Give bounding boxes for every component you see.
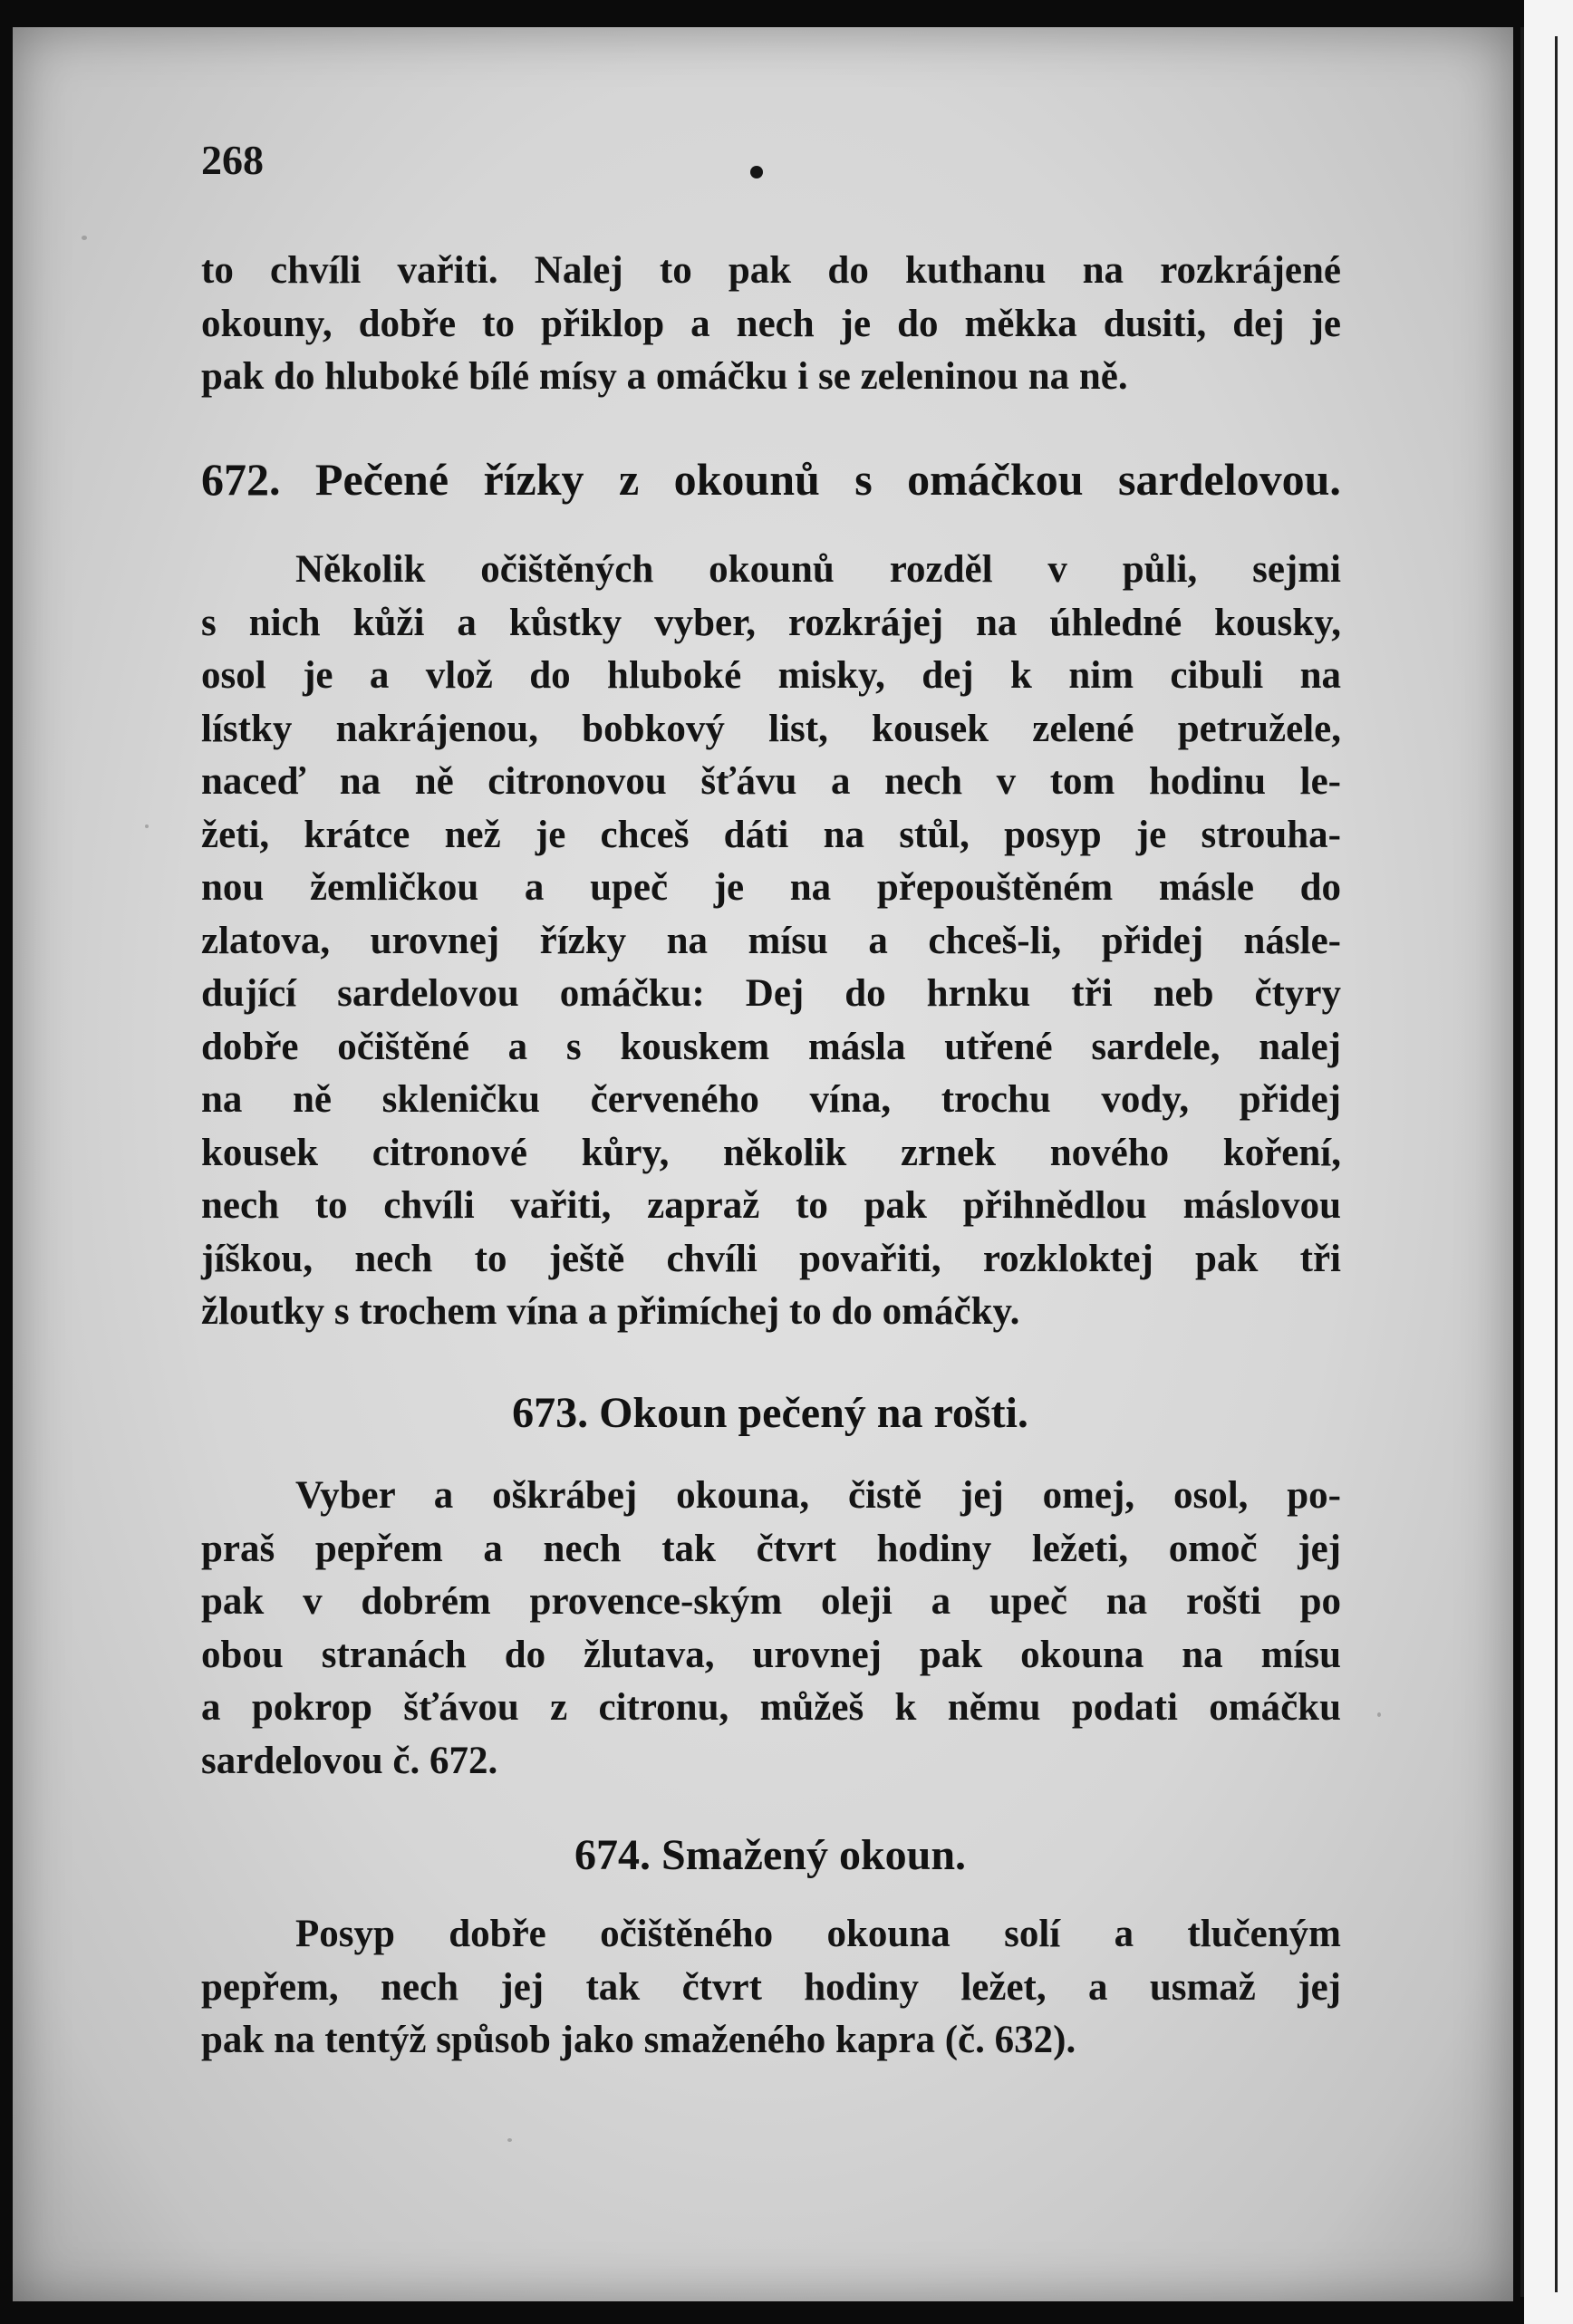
recipe-674-body (201, 1908, 1341, 2068)
text-line: obou stranách do žlutava, urovnej pak okouna na mísu (201, 1633, 1341, 1676)
text-line: osol je a vlož do hluboké misky, dej k nim cibuli na (201, 654, 1341, 697)
text-line: pak na tentýž spůsob jako smaženého kapra (č. 632). (201, 2019, 1076, 2061)
heading-word: s (854, 454, 873, 505)
text-line: pak do hluboké bílé mísy a omáčku i se zeleninou na ně. (201, 355, 1128, 398)
recipe-673-heading: 673. Okoun pečený na rošti. (512, 1389, 1028, 1437)
heading-word: řízky (483, 454, 584, 505)
continuation-paragraph (201, 245, 1341, 404)
scan-speck (1377, 1712, 1381, 1717)
recipe-672-body (201, 544, 1341, 1339)
text-line: s nich kůži a kůstky vyber, rozkrájej na úhledné kousky, (201, 601, 1341, 644)
scan-speck (82, 236, 87, 240)
text-line: nech to chvíli vařiti, zapraž to pak přihnědlou máslovou (201, 1184, 1341, 1227)
header-dot (750, 166, 763, 178)
text-line: okouny, dobře to přiklop a nech je do měkka dusiti, dej je (201, 302, 1341, 345)
text-line: sardelovou č. 672. (201, 1739, 498, 1782)
text-line: dobře očištěné a s kouskem másla utřené sardele, nalej (201, 1025, 1341, 1068)
right-margin-strip (1524, 0, 1573, 2324)
text-line: jíškou, nech to ještě chvíli povařiti, rozkloktej pak tři (201, 1237, 1341, 1280)
text-line: pepřem, nech jej tak čtvrt hodiny ležet, a usmaž jej (201, 1965, 1341, 2009)
text-line: na ně skleničku červeného vína, trochu vody, přidej (201, 1078, 1341, 1121)
text-line: pak v dobrém provence-ským oleji a upeč na rošti po (201, 1580, 1341, 1623)
text-line: praš pepřem a nech tak čtvrt hodiny ležeti, omoč jej (201, 1527, 1341, 1570)
heading-word: Pečené (314, 454, 449, 505)
text-line: kousek citronové kůry, několik zrnek nového koření, (201, 1131, 1341, 1174)
text-line: žeti, krátce než je chceš dáti na stůl, posyp je strouha- (201, 813, 1341, 856)
text-line: lístky nakrájenou, bobkový list, kousek zelené petružele, (201, 707, 1341, 750)
scan-speck (507, 2138, 512, 2142)
text-line: Vyber a oškrábej okouna, čistě jej omej, osol, po- (295, 1474, 1341, 1517)
text-line: Posyp dobře očištěného okouna solí a tlučeným (295, 1913, 1341, 1955)
recipe-number: 672. (201, 454, 281, 505)
recipe-673-body (201, 1470, 1341, 1788)
text-line: to chvíli vařiti. Nalej to pak do kuthanu na rozkrájené (201, 249, 1341, 292)
text-line: naceď na ně citronovou šťávu a nech v tom hodinu le- (201, 760, 1341, 803)
text-line: a pokrop šťávou z citronu, můžeš k němu podati omáčku (201, 1686, 1341, 1729)
text-line: žloutky s trochem vína a přimíchej to do omáčky. (201, 1290, 1020, 1333)
text-line: zlatova, urovnej řízky na mísu a chceš-li, přidej násle- (201, 919, 1341, 962)
heading-word: omáčkou (907, 454, 1084, 505)
scan-speck (145, 824, 149, 828)
text-line: Několik očištěných okounů rozděl v půli, sejmi (295, 548, 1341, 591)
page-number: 268 (201, 137, 264, 183)
right-margin-line (1555, 36, 1558, 2292)
recipe-674-heading: 674. Smažený okoun. (574, 1831, 967, 1879)
text-line: dující sardelovou omáčku: Dej do hrnku tři neb čtyry (201, 972, 1341, 1015)
recipe-672-heading (201, 453, 1341, 506)
text-line: nou žemličkou a upeč je na přepouštěném másle do (201, 866, 1341, 909)
heading-word: z (618, 454, 640, 505)
heading-word: sardelovou. (1118, 454, 1341, 505)
heading-word: okounů (673, 454, 820, 505)
